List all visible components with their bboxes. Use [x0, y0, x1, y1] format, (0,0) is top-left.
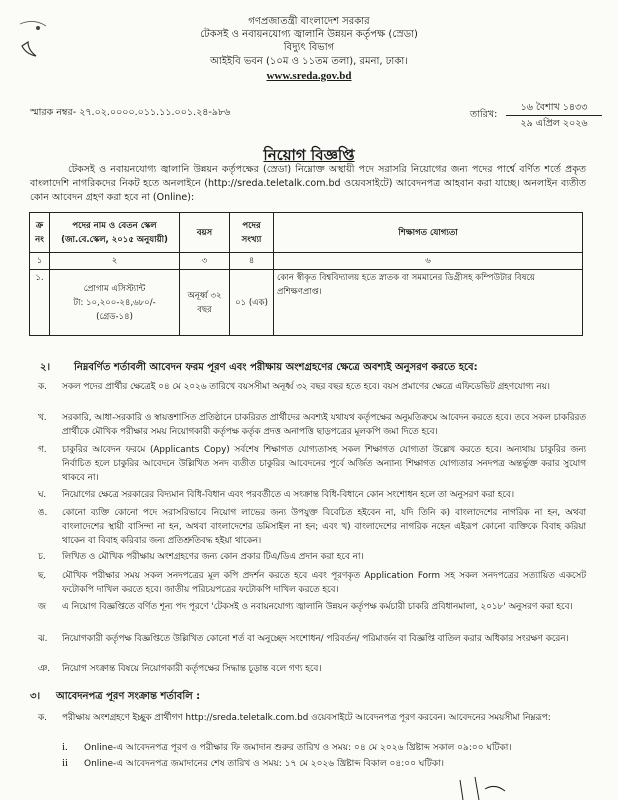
schedule-item-start	[62, 740, 582, 755]
item-text: সকল পদের প্রার্থীর ক্ষেত্রেই ০৪ মে ২০২৬ তারিখে বয়সসীমা অনূর্ধ্ব ৩২ বছর বছর হতে হবে। বয়স প্রমাণের ক্ষেত্রে এফিডেভিট গ্রহণযোগ্য নয়।	[62, 382, 550, 392]
list-item	[28, 443, 586, 485]
list-item	[28, 600, 586, 614]
page-title: নিয়োগ বিজ্ঞপ্তি	[263, 146, 355, 164]
index-cell: ৩	[180, 253, 230, 270]
item-label: ঘ.	[38, 490, 47, 500]
section-2-number: ২।	[40, 362, 51, 373]
schedule-text: Online-এ আবেদনপত্র জমাদানের শেষ তারিখ ও সময়: ১৭ মে ২০২৬ খ্রিষ্টাব্দ বিকাল ০৪:০০ ঘটিকা।	[84, 759, 444, 769]
header-division: বিদ্যুৎ বিভাগ	[283, 42, 335, 53]
list-item	[28, 569, 586, 597]
row-qualification: কোন স্বীকৃত বিশ্ববিদ্যালয় হতে স্নাতক বা সমমানের ডিগ্রীসহ কম্পিউটার বিষয়ে প্রশিক্ষণপ্রাপ্ত।	[274, 270, 583, 336]
item-label: ঝ.	[38, 634, 48, 644]
item-label: ক.	[38, 382, 47, 392]
list-item	[28, 488, 586, 502]
header-org: টেকসই ও নবায়নযোগ্য জ্বালানি উন্নয়ন কর্তৃপক্ষ (স্রেডা)	[200, 29, 418, 40]
memo-date	[506, 100, 602, 131]
section-2-heading	[40, 360, 600, 374]
row-count: ০১ (এক)	[230, 270, 274, 336]
item-label: খ.	[38, 413, 47, 423]
item-text: সরকারি, আধা-সরকারি ও স্বায়ত্তশাসিত প্রতিষ্ঠানে চাকরিরত প্রার্থীদের অবশ্যই যথাযথ কর্তৃপক্ষের অনুমতিক্রমে আবেদন করতে হবে। তবে সকল চাকরিরত প্রার্থীকে মৌখিক পরীক্ষার সময় নিয়োগকারী কর্তৃপক্ষ কর্তৃক প্রদত্ত অনাপত্তি ছাড়পত্রের মূলকপি জমা দিতে হবে।	[62, 413, 586, 437]
row-sl: ১.	[30, 270, 50, 336]
intro-paragraph: টেকসই ও নবায়নযোগ্য জ্বালানি উন্নয়ন কর্তৃপক্ষের (স্রেডা) নিম্নোক্ত অস্থায়ী পদে সরাসরি নিয়োগের জন্য পদের পার্শ্বে বর্ণিত শর্তে প্রকৃত বাংলাদেশি নাগরিকদের নিকট হতে অনলাইনে (http://sreda.teletalk.com.bd ওয়েবসাইটে) আবেদনপত্র আহবান করা যাচ্ছে। অনলাইন ব্যতীত কোন আবেদন গ্রহণ করা হবে না (Online):	[30, 164, 586, 203]
item-text: লিখিত ও মৌখিক পরীক্ষায় অংশগ্রহণের জন্য কোন প্রকার টিএ/ডিএ প্রদান করা হবে না।	[62, 552, 364, 562]
table-row	[30, 270, 583, 336]
item-label: চ.	[38, 552, 46, 562]
index-cell: ১	[30, 253, 50, 270]
memo-number: স্মারক নম্বর- ২৭.০২.০০০০.০১১.১১.০০১.২৪-৯৮৬	[30, 107, 231, 118]
item-text: নিয়োগকারী কর্তৃপক্ষ বিজ্ঞপ্তিতে উল্লিখিত কোনো শর্ত বা অনুচ্ছেদ সংশোধন/ পরিবর্তন/ পরিমার্জন বা বিজ্ঞপ্তি বাতিল করার অধিকার সংরক্ষণ করেন।	[62, 634, 569, 644]
date-english: ২৯ এপ্রিল ২০২৬	[520, 118, 588, 129]
item-label: ঙ.	[38, 508, 48, 518]
item-text: চাকুরির আবেদন ফরমে (Applicants Copy) সর্বশেষ শিক্ষাগত যোগ্যতাসহ সকল শিক্ষাগত যোগ্যতা উল্লেখ করতে হবে। অন্যথায় চাকুরির জন্য নির্বাচিত হলে চাকুরির আবেদনে উল্লিখিত সনদ ব্যতীত চাকুরির আবেদনের পূর্বে অর্জিত অন্যান্য শিক্ষাগত যোগ্যতার সনদপত্র অন্তর্ভুক্ত করার সুযোগ থাকবে না।	[62, 445, 586, 483]
item-text: কোনো ব্যক্তি কোনো পদে সরাসরিভাবে নিয়োগ লাভের জন্য উপযুক্ত বিবেচিত হইবেন না, যদি তিনি ক) বাংলাদেশের নাগরিক না হন, অথবা বাংলাদেশের স্থায়ী বাসিন্দা না হন, অথবা বাংলাদেশের ডমিসাইল না হন; এবং খ) বাংলাদেশের নাগরিক নহেন এইরূপ কোনো ব্যক্তিকে বিবাহ করিয়া থাকেন বা বিবাহ করিবার জন্য প্রতিশ্রুতিবদ্ধ হইয়া থাকেন।	[62, 508, 587, 546]
memo-date-label: তারিখ:	[470, 109, 498, 120]
item-text: নিয়োগের ক্ষেত্রে সরকারের বিদ্যমান বিধি-বিধান এবং পরবর্তীতে এ সংক্রান্ত বিধি-বিধানে কোন সংশোধন হলে তা অনুসরণ করা হবে।	[62, 490, 514, 500]
list-item	[28, 380, 586, 394]
item-text: মৌখিক পরীক্ষার সময় সকল সনদপত্রের মূল কপি প্রদর্শন করতে হবে এবং পূরণকৃত Application Form সহ সকল সনদপত্রের সত্যায়িত একসেট ফটোকপি দাখিল করতে হবে। জাতীয় পরিচয়পত্রের ফটোকপি দাখিল করতে হবে।	[62, 571, 586, 595]
pay-grade: (গ্রেড-১৪)	[96, 311, 133, 322]
header-website-link[interactable]: www.sreda.gov.bd	[266, 70, 352, 82]
col-header-age: বয়স	[180, 213, 230, 253]
section-2-title: নিম্নবর্ণিত শর্তাবলী আবেদন ফরম পূরণ এবং পরীক্ষায় অংশগ্রহণের ক্ষেত্রে অবশ্যই অনুসরণ করতে হবে:	[74, 362, 478, 373]
item-text: এ নিয়োগ বিজ্ঞপ্তিতে বর্ণিত শূন্য পদ পূরণে 'টেকসই ও নবায়নযোগ্য জ্বালানি উন্নয়ন কর্তৃপক্ষ কর্মচারী চাকরি প্রবিধানমালা, ২০১৮' অনুসরণ করা হবে।	[62, 602, 573, 612]
list-item	[28, 506, 586, 548]
item-text: নিয়োগ সংক্রান্ত বিষয়ে নিয়োগকারী কর্তৃপক্ষের সিদ্ধান্ত চূড়ান্ত বলে গণ্য হবে।	[62, 664, 322, 674]
list-item	[28, 662, 586, 676]
schedule-item-end	[62, 756, 582, 771]
index-cell: ৬	[274, 253, 583, 270]
col-header-qualification: শিক্ষাগত যোগ্যতা	[274, 213, 583, 253]
vacancy-table	[29, 212, 583, 336]
pay-scale: টা: ১০,২০০-২৪,৬৮০/-	[73, 297, 156, 308]
row-post	[50, 270, 180, 336]
roman-numeral: ii	[62, 757, 69, 769]
section-3-title: আবেদনপত্র পূরণ সংক্রান্ত শর্তাবলি :	[56, 691, 201, 702]
item-label: গ.	[38, 445, 47, 455]
col-header-sl: ক্র নং	[30, 213, 50, 253]
list-item	[28, 550, 586, 564]
header-govt: গণপ্রজাতন্ত্রী বাংলাদেশ সরকার	[248, 16, 370, 27]
item-text: পরীক্ষায় অংশগ্রহণে ইচ্ছুক প্রার্থীগণ http://sreda.teletalk.com.bd ওয়েবসাইটে আবেদনপত্র পূরণ করবেন। আবেদনের সময়সীমা নিম্নরূপ:	[62, 713, 551, 723]
section-3-heading	[30, 689, 590, 703]
signature-icon	[455, 775, 515, 800]
list-item	[28, 711, 586, 725]
item-label: ছ.	[38, 571, 47, 581]
schedule-text: Online-এ আবেদনপত্র পূরণ ও পরীক্ষার ফি জমাদান শুরুর তারিখ ও সময়: ০৪ মে ২০২৬ খ্রিষ্টাব্দ সকাল ০৯:০০ ঘটিকা।	[84, 743, 512, 753]
item-label: জ	[38, 602, 46, 612]
list-item	[28, 632, 586, 646]
col-header-count: পদের সংখ্যা	[230, 213, 274, 253]
date-bangla: ১৬ বৈশাখ ১৪৩৩	[506, 100, 602, 116]
list-item	[28, 411, 586, 439]
row-age: অনূর্ধ্ব ৩২ বছর	[180, 270, 230, 336]
item-label: ক.	[38, 713, 47, 723]
section-3-number: ৩।	[30, 691, 41, 702]
post-name: প্রোগাম এসিস্ট্যান্ট	[83, 283, 146, 294]
index-cell: ৪	[230, 253, 274, 270]
col-header-post: পদের নাম ও বেতন স্কেল (জা.বে.স্কেল, ২০১৫ অনুযায়ী)	[50, 213, 180, 253]
index-cell: ২	[50, 253, 180, 270]
item-label: ঞ.	[38, 664, 51, 674]
roman-numeral: i.	[62, 741, 68, 753]
header-address: আইইবি ভবন (১০ম ও ১১তম তলা), রমনা, ঢাকা।	[210, 56, 408, 67]
